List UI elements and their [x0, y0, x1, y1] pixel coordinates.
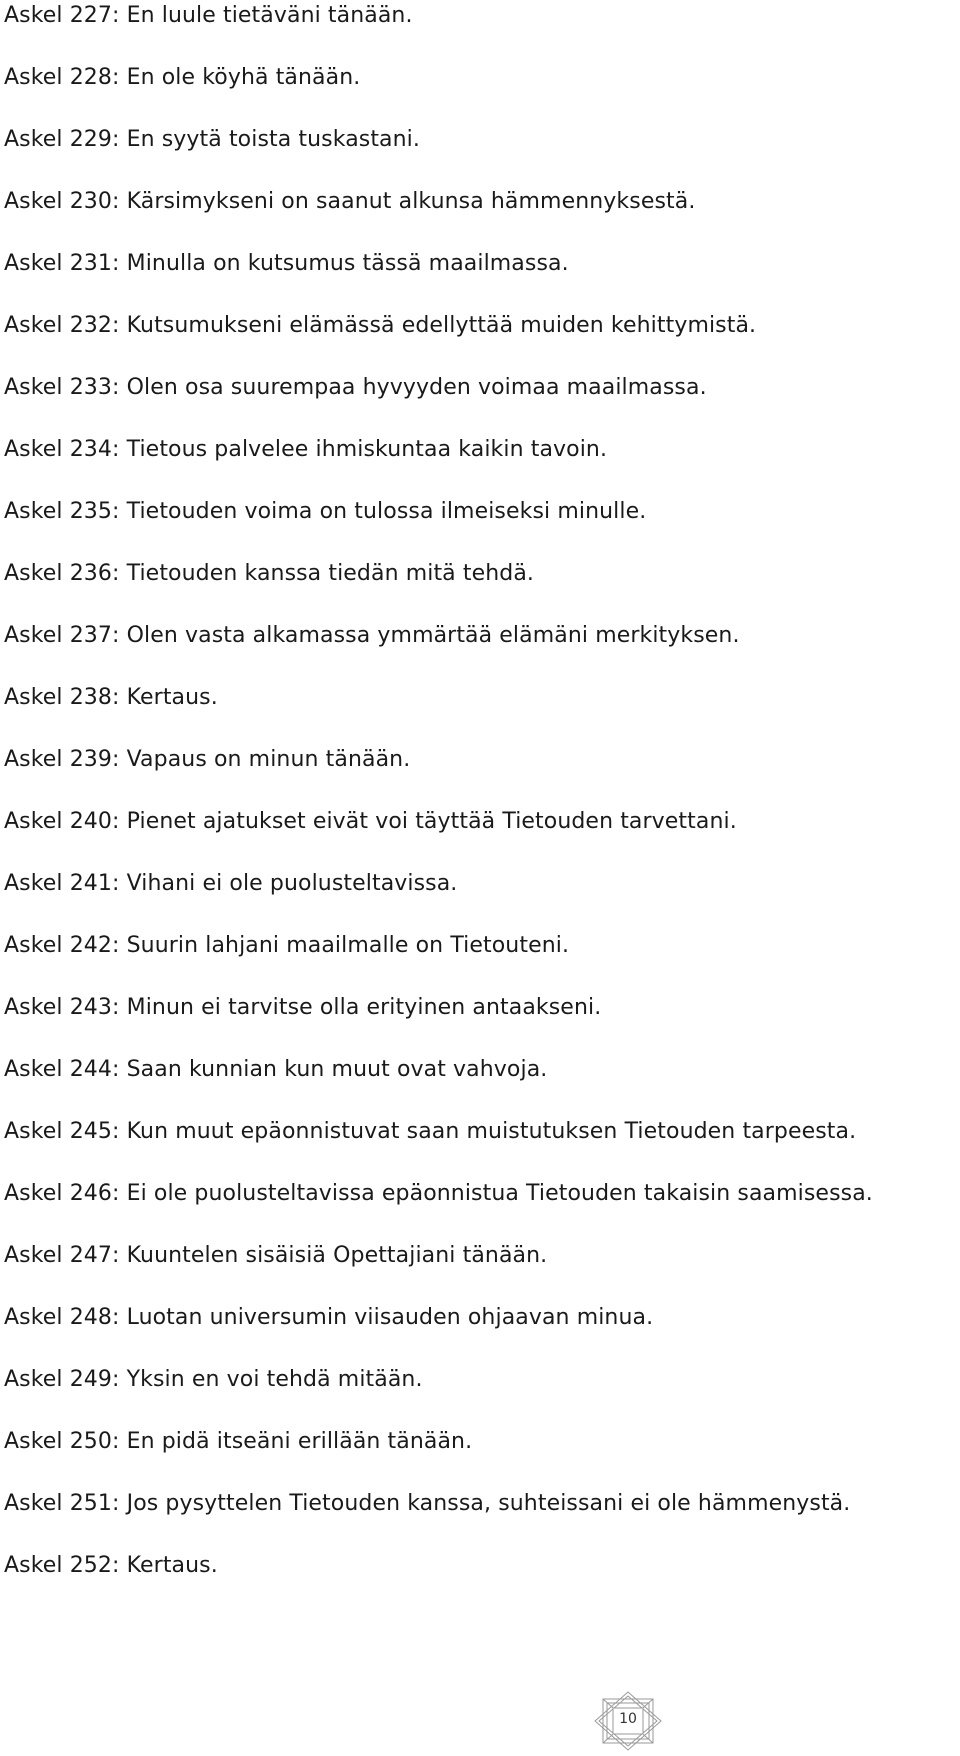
step-label: Askel 241: [4, 871, 120, 896]
page-footer [589, 1690, 667, 1752]
step-label: Askel 240: [4, 809, 120, 834]
page-number: 10 [619, 1711, 637, 1727]
step-text: Tietous palvelee ihmiskuntaa kaikin tavoin. [126, 437, 608, 462]
step-text: En luule tietäväni tänään. [126, 3, 413, 28]
step-label: Askel 244: [4, 1057, 120, 1082]
step-label: Askel 239: [4, 747, 120, 772]
step-line [4, 1488, 850, 1520]
step-text: Tietouden kanssa tiedän mitä tehdä. [126, 561, 535, 586]
step-line [4, 124, 420, 156]
step-text: Kun muut epäonnistuvat saan muistutuksen Tietouden tarpeesta. [126, 1119, 857, 1144]
step-text: Jos pysyttelen Tietouden kanssa, suhteissani ei ole hämmenystä. [126, 1491, 851, 1516]
step-line [4, 1550, 218, 1582]
step-label: Askel 252: [4, 1553, 120, 1578]
step-line [4, 1054, 547, 1086]
step-label: Askel 229: [4, 127, 120, 152]
step-text: En pidä itseäni erillään tänään. [126, 1429, 473, 1454]
step-text: Kutsumukseni elämässä edellyttää muiden kehittymistä. [126, 313, 757, 338]
step-label: Askel 228: [4, 65, 120, 90]
step-line [4, 1302, 653, 1334]
step-line [4, 1426, 472, 1458]
step-label: Askel 243: [4, 995, 120, 1020]
step-line [4, 558, 534, 590]
step-text: Kertaus. [126, 1553, 218, 1578]
step-line [4, 1178, 873, 1210]
step-line [4, 372, 707, 404]
step-line [4, 248, 569, 280]
step-label: Askel 233: [4, 375, 120, 400]
step-line [4, 992, 601, 1024]
step-label: Askel 227: [4, 3, 120, 28]
step-line [4, 186, 695, 218]
step-text: Suurin lahjani maailmalle on Tietouteni. [126, 933, 570, 958]
step-label: Askel 232: [4, 313, 120, 338]
step-label: Askel 247: [4, 1243, 120, 1268]
step-label: Askel 237: [4, 623, 120, 648]
step-text: Olen osa suurempaa hyvyyden voimaa maailmassa. [126, 375, 707, 400]
step-line [4, 1364, 423, 1396]
step-label: Askel 230: [4, 189, 120, 214]
step-label: Askel 248: [4, 1305, 120, 1330]
step-label: Askel 245: [4, 1119, 120, 1144]
step-line [4, 434, 607, 466]
step-label: Askel 250: [4, 1429, 120, 1454]
step-line [4, 806, 737, 838]
step-label: Askel 249: [4, 1367, 120, 1392]
step-text: Minulla on kutsumus tässä maailmassa. [126, 251, 569, 276]
step-label: Askel 242: [4, 933, 120, 958]
step-line [4, 1240, 547, 1272]
step-line [4, 682, 218, 714]
step-text: Ei ole puolusteltavissa epäonnistua Tietouden takaisin saamisessa. [126, 1181, 873, 1206]
step-line [4, 868, 457, 900]
step-line [4, 62, 360, 94]
step-text: Pienet ajatukset eivät voi täyttää Tietouden tarvettani. [126, 809, 737, 834]
step-label: Askel 231: [4, 251, 120, 276]
step-line [4, 744, 410, 776]
step-text: Minun ei tarvitse olla erityinen antaakseni. [126, 995, 602, 1020]
step-line [4, 496, 646, 528]
step-label: Askel 234: [4, 437, 120, 462]
step-text: Kuuntelen sisäisiä Opettajiani tänään. [126, 1243, 548, 1268]
step-text: En ole köyhä tänään. [126, 65, 361, 90]
step-label: Askel 251: [4, 1491, 120, 1516]
step-line [4, 930, 569, 962]
step-text: Vihani ei ole puolusteltavissa. [126, 871, 458, 896]
step-text: Saan kunnian kun muut ovat vahvoja. [126, 1057, 548, 1082]
step-label: Askel 246: [4, 1181, 120, 1206]
step-line [4, 0, 413, 32]
step-text: Tietouden voima on tulossa ilmeiseksi minulle. [126, 499, 647, 524]
step-text: Vapaus on minun tänään. [126, 747, 411, 772]
step-text: Luotan universumin viisauden ohjaavan minua. [126, 1305, 654, 1330]
step-line [4, 310, 756, 342]
step-line [4, 620, 740, 652]
step-text: Kärsimykseni on saanut alkunsa hämmennyksestä. [126, 189, 696, 214]
step-line [4, 1116, 856, 1148]
step-text: En syytä toista tuskastani. [126, 127, 420, 152]
step-text: Kertaus. [126, 685, 218, 710]
step-label: Askel 238: [4, 685, 120, 710]
step-label: Askel 235: [4, 499, 120, 524]
step-label: Askel 236: [4, 561, 120, 586]
step-text: Olen vasta alkamassa ymmärtää elämäni merkityksen. [126, 623, 740, 648]
step-text: Yksin en voi tehdä mitään. [126, 1367, 423, 1392]
